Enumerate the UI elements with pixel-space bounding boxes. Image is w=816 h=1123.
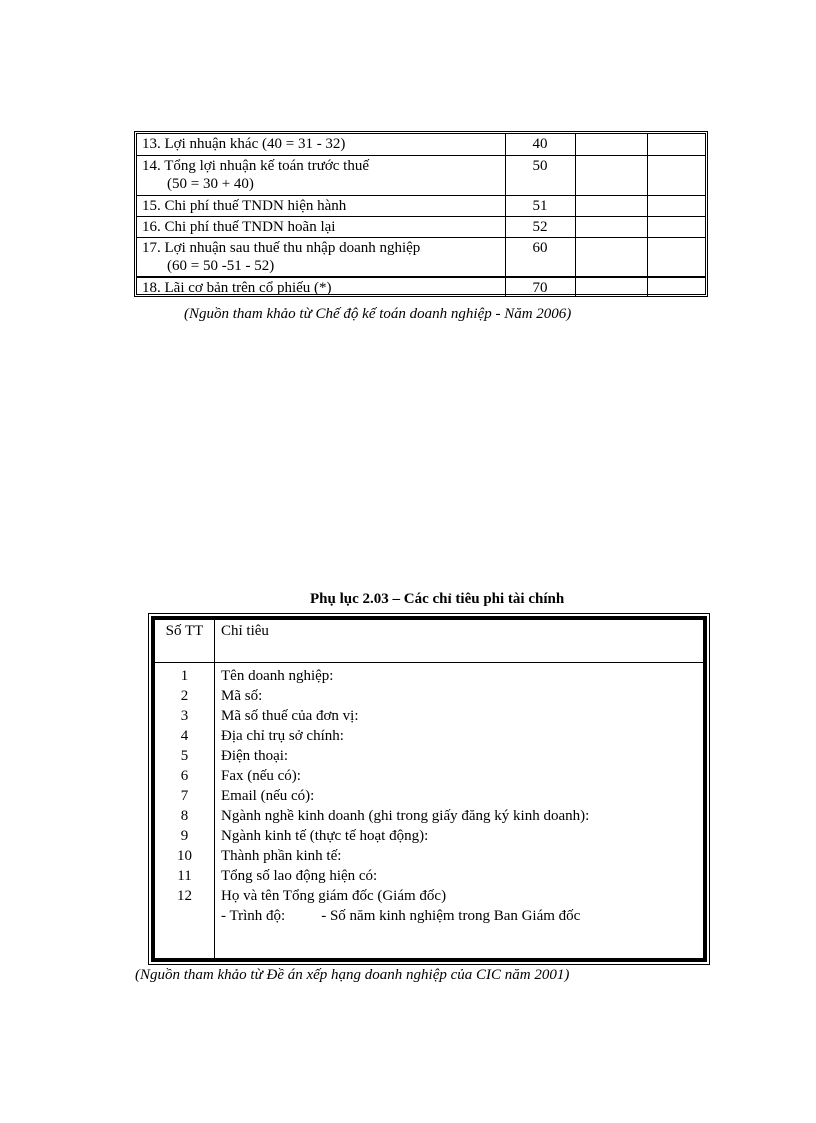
- table-row: [155, 746, 703, 766]
- row-code: 51: [505, 195, 575, 216]
- table-row: [137, 155, 705, 195]
- row-label: 18. Lãi cơ bản trên cổ phiếu (*): [137, 277, 505, 297]
- row-text: Họ và tên Tổng giám đốc (Giám đốc): [221, 888, 447, 904]
- table-row: [155, 886, 703, 906]
- empty-cell: [575, 195, 647, 216]
- row-no: 2: [180, 688, 189, 704]
- empty-cell: [575, 277, 647, 297]
- row-text: Địa chỉ trụ sở chính:: [221, 728, 344, 744]
- sub-item-education: - Trình độ:: [221, 908, 286, 924]
- row-text: Điện thoại:: [221, 748, 289, 764]
- income-statement-table: [134, 131, 708, 297]
- row-text: Email (nếu có):: [221, 788, 315, 804]
- header-indicator: Chỉ tiêu: [221, 623, 269, 639]
- empty-cell: [647, 237, 705, 277]
- empty-cell: [575, 134, 647, 155]
- row-text: Tổng số lao động hiện có:: [221, 868, 378, 884]
- row-no: 8: [180, 808, 189, 824]
- empty-cell: [575, 216, 647, 237]
- row-label: [137, 155, 505, 195]
- empty-cell: [575, 155, 647, 195]
- row-text: Ngành kinh tế (thực tế hoạt động):: [221, 828, 429, 844]
- empty-cell: [647, 216, 705, 237]
- row-no: 12: [177, 888, 192, 904]
- row-text: Tên doanh nghiệp:: [221, 668, 334, 684]
- row-no: 11: [177, 868, 192, 884]
- empty-cell: [647, 134, 705, 155]
- row-no: 9: [180, 828, 189, 844]
- row-text: Mã số thuế của đơn vị:: [221, 708, 359, 724]
- row-label-line2: (60 = 50 -51 - 52): [167, 257, 275, 274]
- empty-cell: [647, 195, 705, 216]
- table-row: [137, 237, 705, 277]
- table-row: [155, 826, 703, 846]
- header-no: Số TT: [165, 623, 204, 639]
- table-row: [155, 846, 703, 866]
- table-row: [137, 134, 705, 155]
- row-label: 13. Lợi nhuận khác (40 = 31 - 32): [137, 134, 505, 155]
- table-row: [155, 706, 703, 726]
- table-row: [155, 786, 703, 806]
- table-row: [155, 766, 703, 786]
- row-no: 10: [177, 848, 192, 864]
- row-code: 60: [505, 237, 575, 277]
- table-frame: [151, 616, 707, 962]
- row-label: 16. Chi phí thuế TNDN hoãn lại: [137, 216, 505, 237]
- row-no: 1: [180, 668, 189, 684]
- row-text: Fax (nếu có):: [221, 768, 301, 784]
- row-label-line1: 17. Lợi nhuận sau thuế thu nhập doanh nghiệp: [142, 239, 421, 256]
- table-row: [155, 906, 703, 926]
- row-code: 40: [505, 134, 575, 155]
- row-label-line1: 14. Tổng lợi nhuận kế toán trước thuế: [142, 157, 370, 174]
- row-label: [137, 237, 505, 277]
- empty-cell: [575, 237, 647, 277]
- row-no: 6: [180, 768, 189, 784]
- table-row: [137, 216, 705, 237]
- row-no: 3: [180, 708, 189, 724]
- row-no: 5: [180, 748, 189, 764]
- table-row: [155, 806, 703, 826]
- table-row: [155, 726, 703, 746]
- sub-item-experience: - Số năm kinh nghiệm trong Ban Giám đốc: [321, 908, 581, 924]
- row-label-line2: (50 = 30 + 40): [167, 175, 254, 192]
- empty-cell: [647, 277, 705, 297]
- appendix-title: Phụ lục 2.03 – Các chỉ tiêu phi tài chính: [310, 591, 565, 607]
- indicator-list: [155, 666, 703, 926]
- table-row: [155, 666, 703, 686]
- row-code: 50: [505, 155, 575, 195]
- row-no: 4: [180, 728, 189, 744]
- row-code: 52: [505, 216, 575, 237]
- table-row: [155, 866, 703, 886]
- row-no: 7: [180, 788, 189, 804]
- table-row: [155, 686, 703, 706]
- source-note: (Nguồn tham khảo từ Chế độ kế toán doanh nghiệp - Năm 2006): [184, 306, 572, 322]
- non-financial-indicators-table: [148, 613, 710, 965]
- header-divider: [155, 662, 703, 663]
- row-text: Thành phần kinh tế:: [221, 848, 342, 864]
- row-text: Ngành nghề kinh doanh (ghi trong giấy đăng ký kinh doanh):: [221, 808, 590, 824]
- source-note: (Nguồn tham khảo từ Đề án xếp hạng doanh nghiệp của CIC năm 2001): [135, 967, 570, 983]
- table-row: [137, 277, 705, 297]
- table-row: [137, 195, 705, 216]
- row-text: Mã số:: [221, 688, 263, 704]
- sub-item: [214, 906, 580, 926]
- row-code: 70: [505, 277, 575, 297]
- row-label: 15. Chi phí thuế TNDN hiện hành: [137, 195, 505, 216]
- empty-cell: [647, 155, 705, 195]
